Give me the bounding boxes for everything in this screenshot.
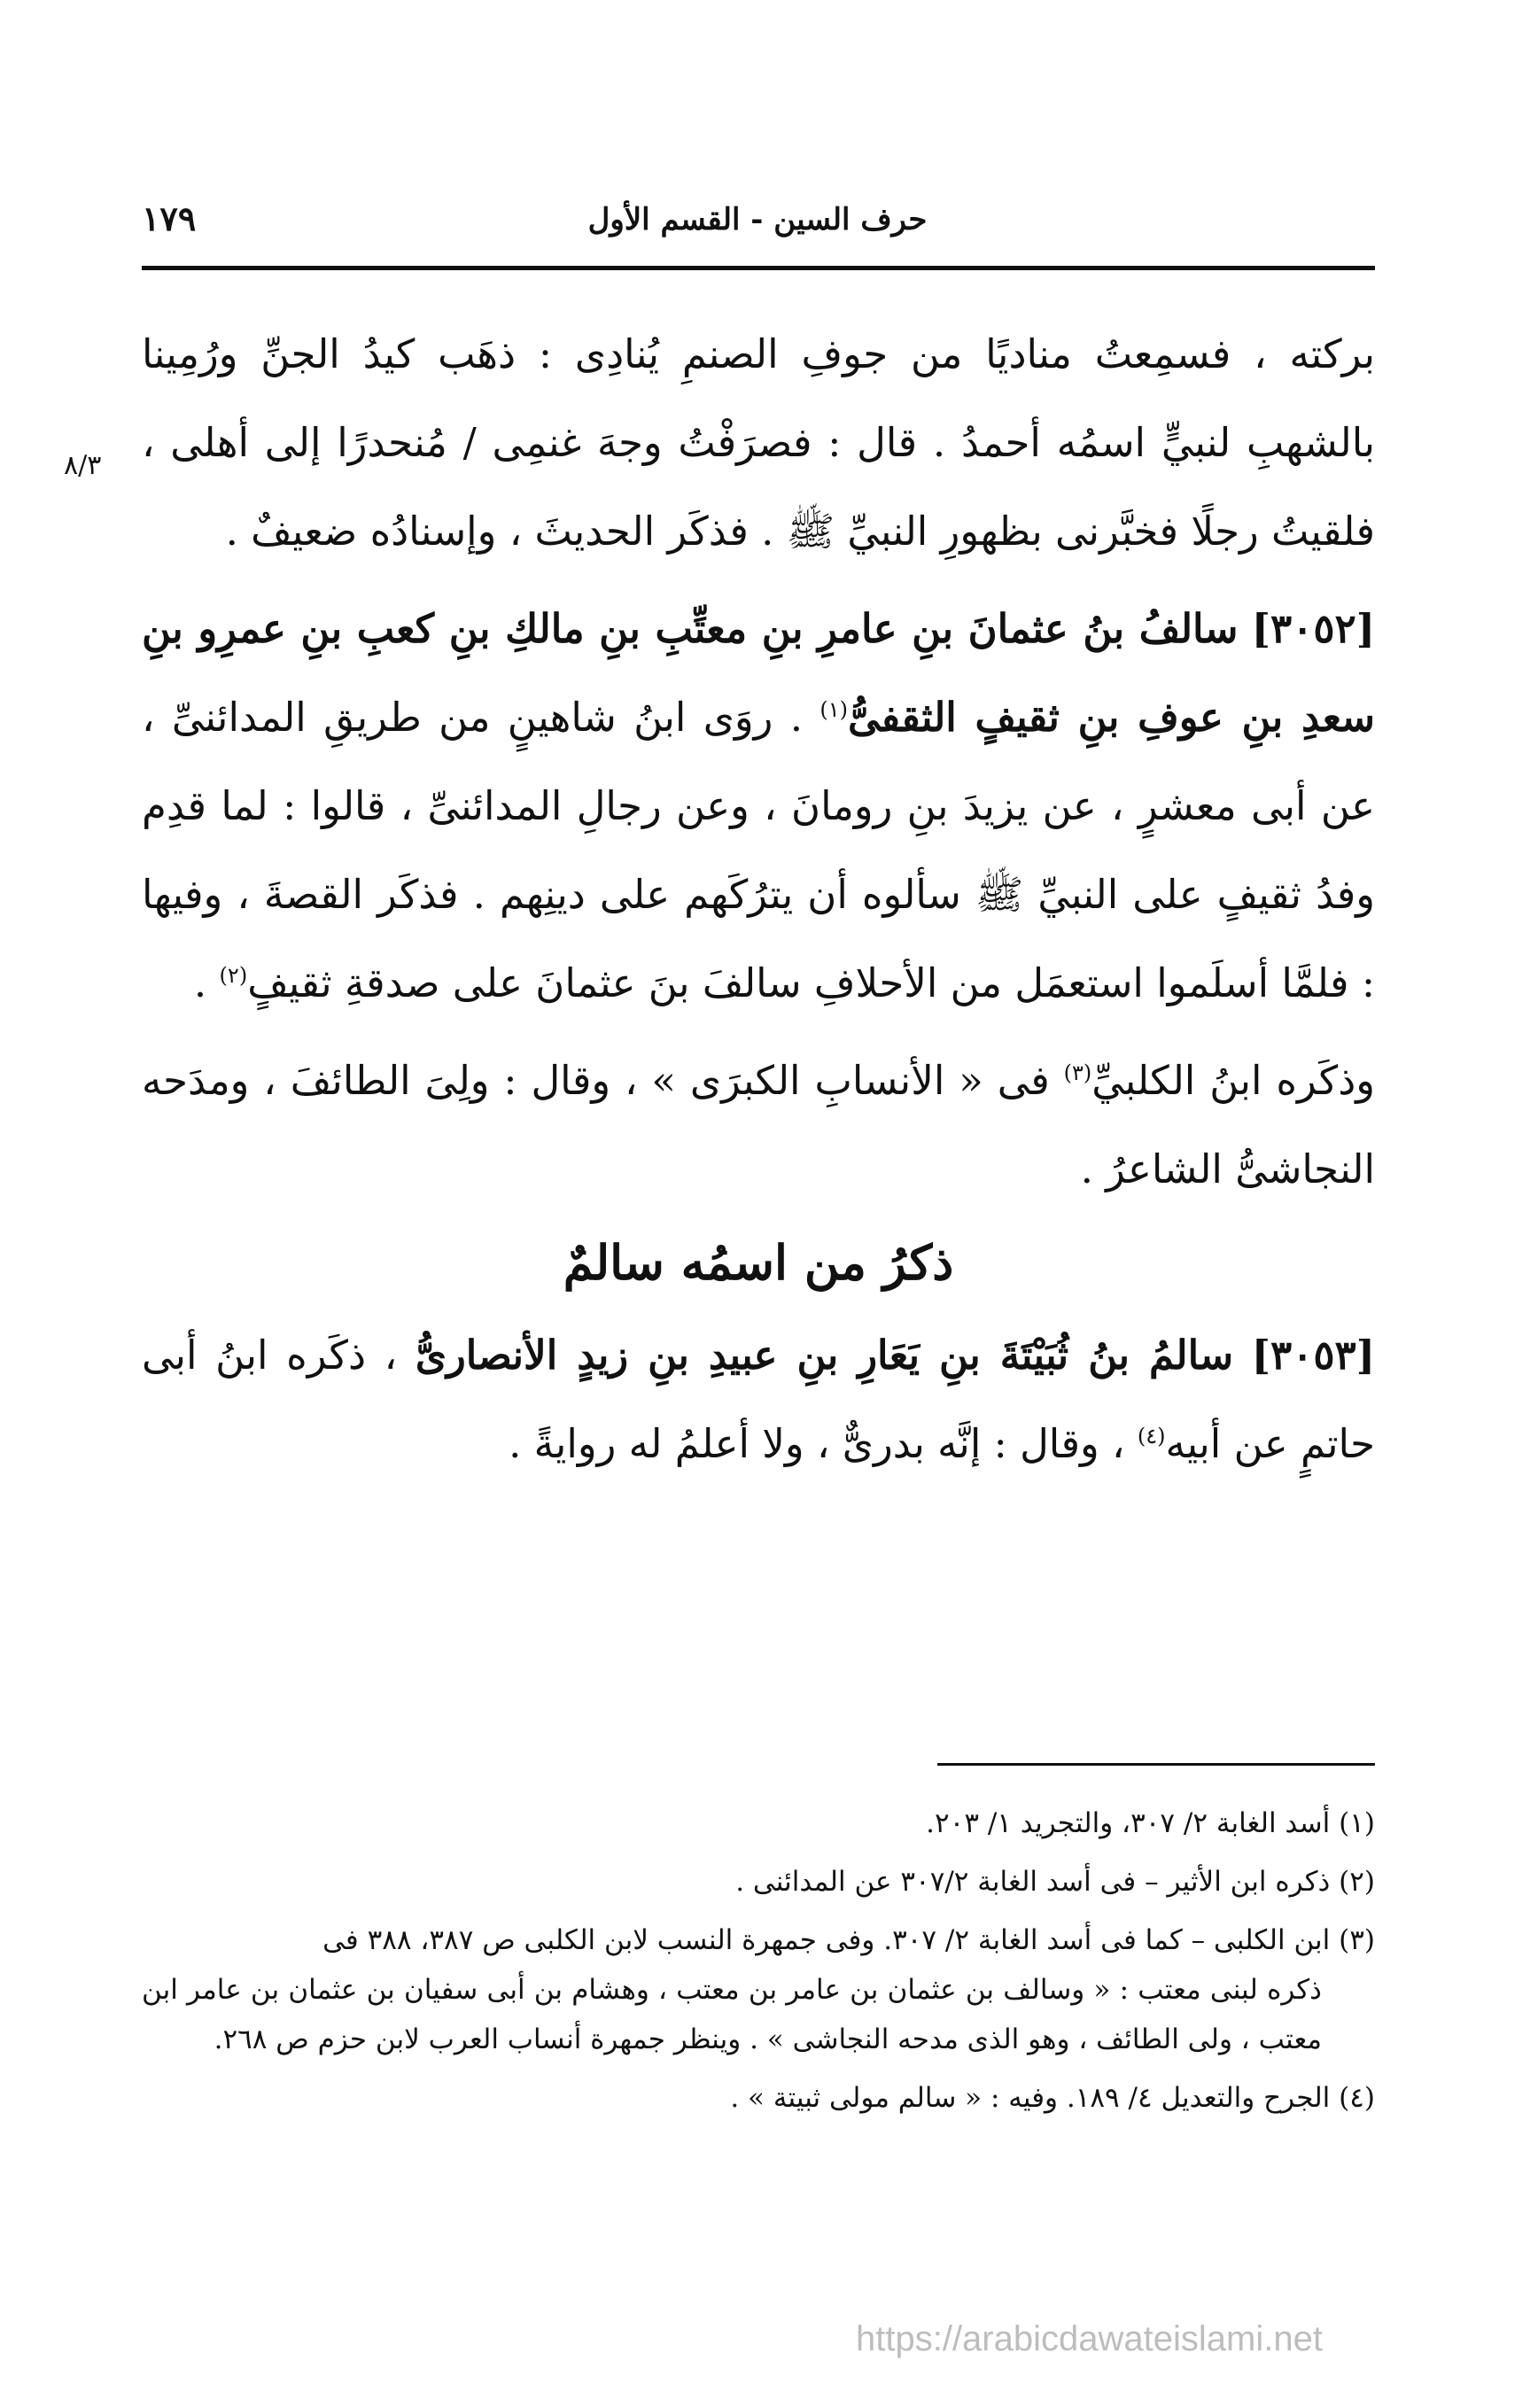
footnote-ref-1: (١) (819, 697, 848, 722)
footnote-4: (٤) الجرح والتعديل ٤/ ١٨٩. وفيه : « سالم مولى ثبيتة » . (730, 2082, 1375, 2114)
entry-name: سالمُ بنُ ثُبَيْتَةَ بنِ يَعَارِ بنِ عبيدِ بنِ زيدٍ الأنصارىُّ (415, 1332, 1234, 1379)
entry-number: [٣٠٥٣] (1251, 1332, 1375, 1379)
entry-number: [٣٠٥٢] (1251, 605, 1375, 652)
entry-text-b: ، وقال : إنَّه بدرىٌّ ، ولا أعلمُ له روايةً . (509, 1420, 1125, 1467)
entry-name: سالفُ بنُ عثمانَ بنِ عامرِ بنِ معتِّبِ بنِ مالكِ بنِ كعبِ بنِ عمرِو بنِ سعدِ بنِ عوفِ بنِ ثقيفٍ الثقفىُّ (142, 605, 1375, 741)
main-text (142, 310, 1375, 1488)
footnote-1: (١) أسد الغابة ٢/ ٣٠٧، والتجريد ١/ ٢٠٣. (926, 1807, 1375, 1839)
page-number: ١٧٩ (142, 198, 197, 238)
entry-3053 (142, 1311, 1375, 1488)
entry-text: . روَى ابنُ شاهينٍ من طريقِ المدائنىِّ ، عن أبى معشرٍ ، عن يزيدَ بنِ رومانَ ، وعن رجالِ المدائنىِّ ، قالوا : لما قدِم وفدُ ثقيفٍ على النبيِّ ﷺ سألوه أن يترُكَهم على دينِهم . فذكَر القصةَ ، وفيها : فلمَّا أسلَموا استعمَل من الأحلافِ سالفَ بنَ عثمانَ على صدقةِ ثقيفٍ (142, 694, 1375, 1006)
entry-text-a: ، ذكَره ابنُ أبى حاتمٍ عن أبيه (142, 1332, 1375, 1467)
header-rule (142, 266, 1375, 270)
entry-3052 (142, 585, 1375, 1028)
footnote-3-continuation: ذكره لبنى معتب : « وسالف بن عثمان بن عامر بن معتب ، وهشام بن أبى سفيان بن عثمان بن عامر ابن معتب ، ولى الطائف ، وهو الذى مدحه النجاشى » . وينظر جمهرة أنساب العرب لابن حزم ص ٢٦٨. (142, 1974, 1322, 2055)
running-header (142, 193, 1373, 255)
paragraph-kalbi (142, 1037, 1375, 1214)
footnote-3 (142, 1915, 1375, 1965)
paragraph-kalbi-a: وذكَره ابنُ الكلبيِّ (1091, 1057, 1375, 1104)
footnote-ref-3: (٣) (1063, 1060, 1092, 1085)
footnote-ref-2: (٢) (219, 963, 248, 988)
footnote-2: (٢) ذكره ابن الأثير – فى أسد الغابة ٣٠٧/٢ عن المدائنى . (735, 1866, 1375, 1898)
footnote-rule (937, 1763, 1375, 1766)
margin-reference: ٨/٣ (64, 450, 102, 481)
section-heading: ذكرُ من اسمُه سالمٌ (563, 1234, 954, 1291)
watermark-url: https://arabicdawateislami.net (856, 2319, 1323, 2358)
paragraph-kalbi-b: فى « الأنسابِ الكبرَى » ، وقال : ولِىَ الطائفَ ، ومدَحه النجاشىُّ الشاعرُ . (142, 1057, 1375, 1192)
header-title: حرف السين - القسم الأول (587, 202, 928, 237)
footnotes (142, 1798, 1375, 2132)
paragraph-continuation: بركته ، فسمِعتُ مناديًا من جوفِ الصنمِ يُنادِى : ذهَب كيدُ الجنِّ ورُمِينا بالشهبِ لنبيٍّ اسمُه أحمدُ . قال : فصرَفْتُ وجهَ غنمِى / مُنحدرًا إلى أهلى ، فلقيتُ رجلًا فخبَّرنى بظهورِ النبيِّ ﷺ . فذكَر الحديثَ ، وإسنادُه ضعيفٌ . (142, 330, 1375, 555)
entry-end: . (193, 959, 207, 1006)
footnote-ref-4: (٤) (1137, 1424, 1166, 1449)
footnote-3-line1: (٣) ابن الكلبى – كما فى أسد الغابة ٢/ ٣٠٧. وفى جمهرة النسب لابن الكلبى ص ٣٨٧، ٣٨٨ فى (322, 1924, 1375, 1956)
